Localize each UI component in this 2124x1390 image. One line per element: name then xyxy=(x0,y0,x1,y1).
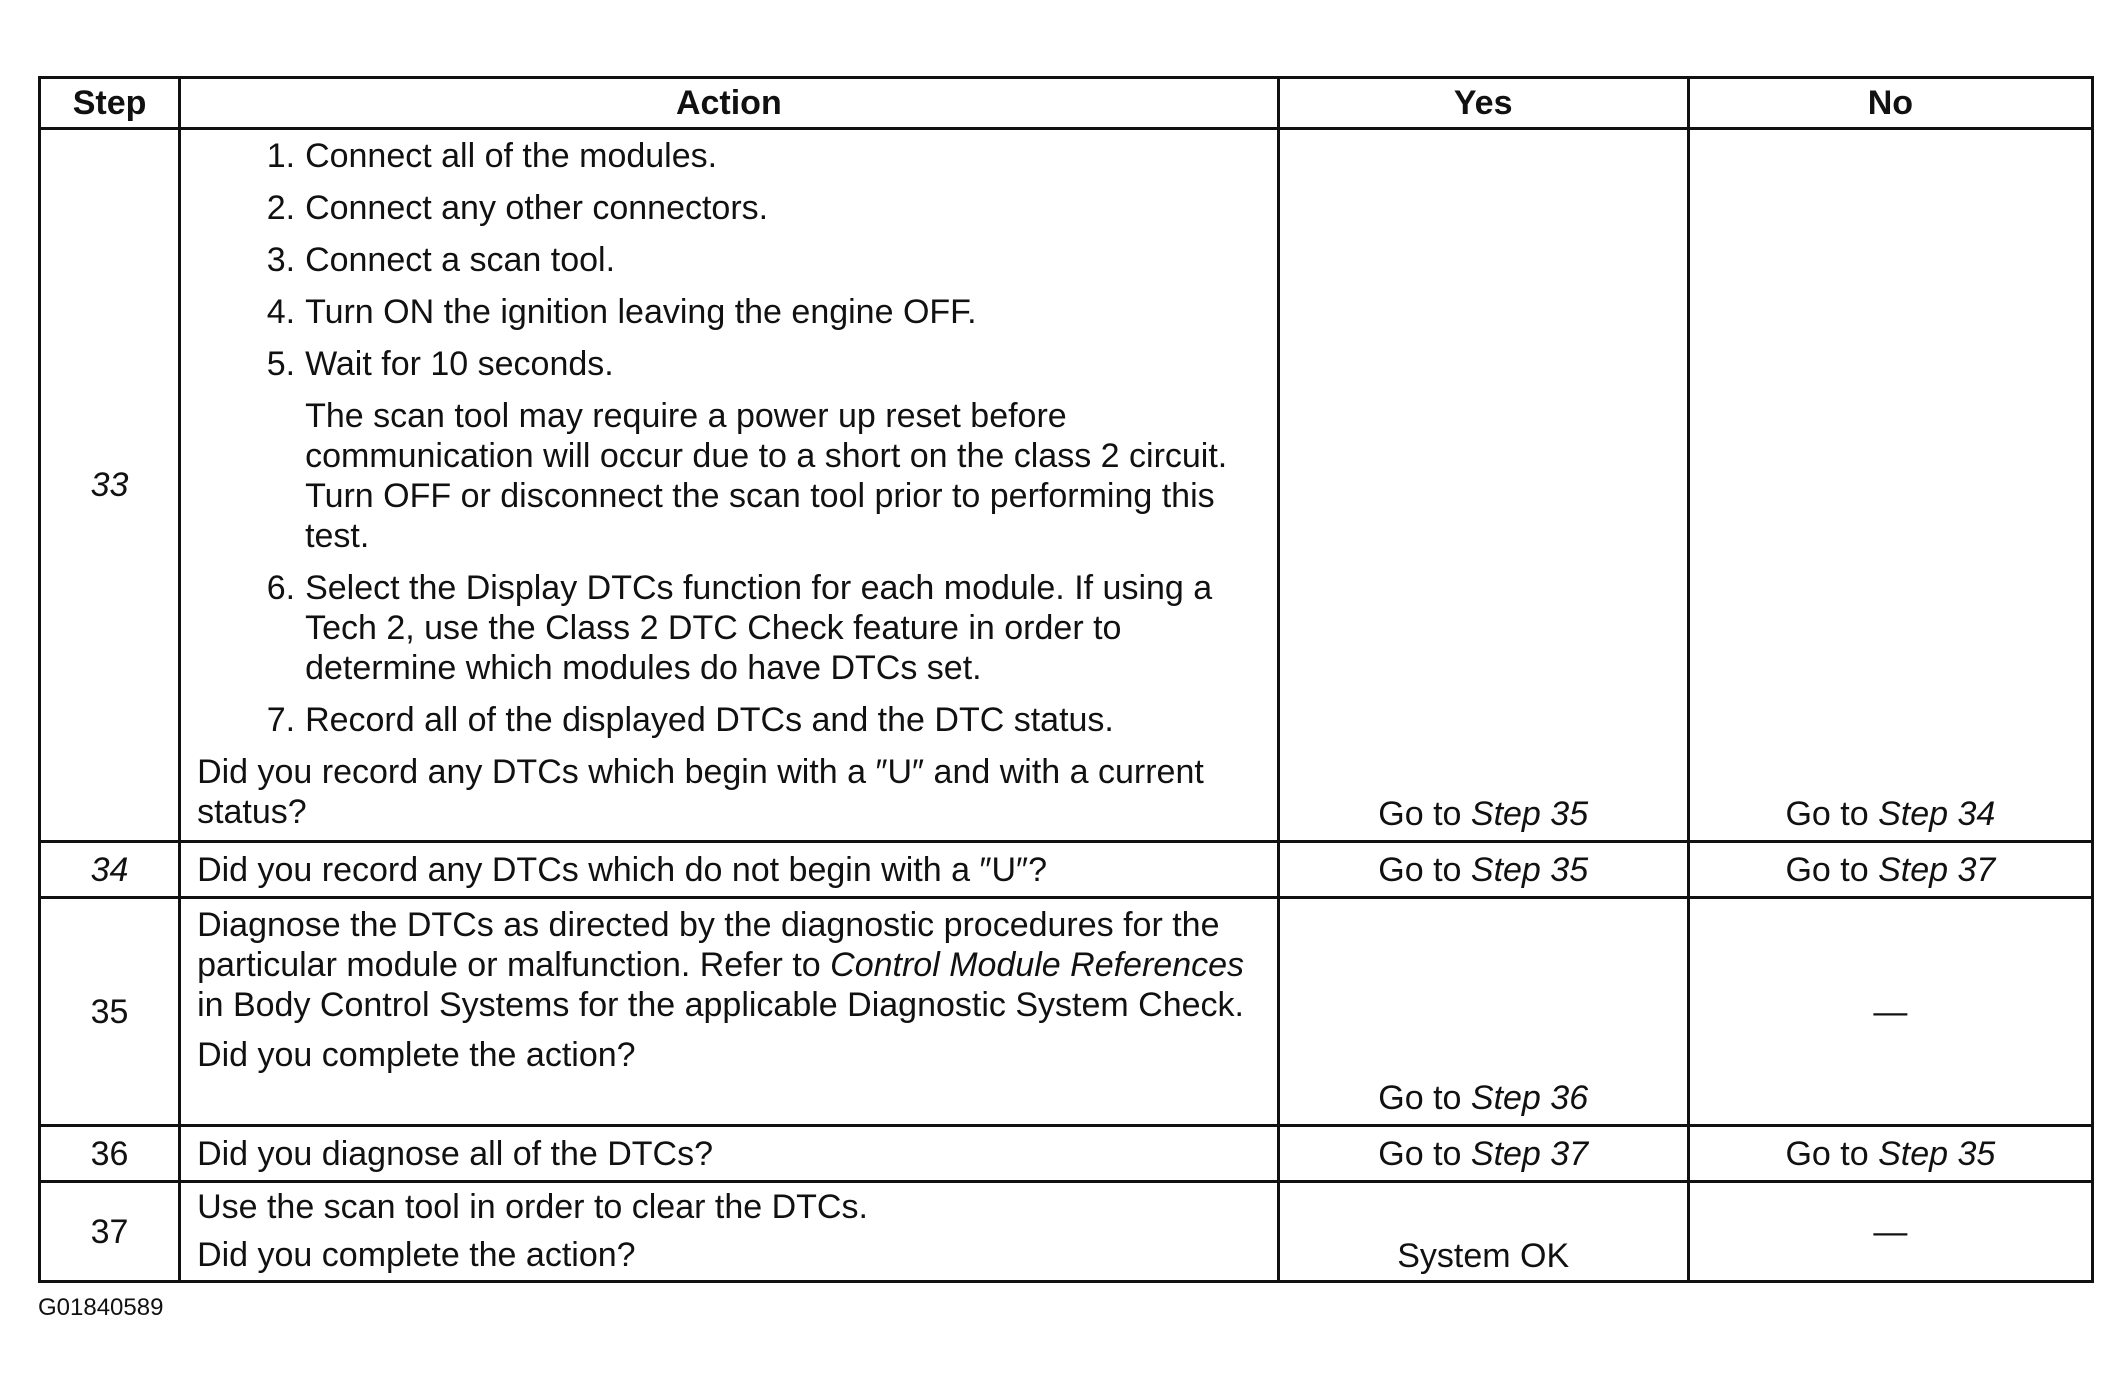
action-question: Did you complete the action? xyxy=(197,1036,636,1074)
action-cell xyxy=(180,1182,1279,1282)
yes-cell: System OK xyxy=(1278,1182,1688,1282)
header-yes: Yes xyxy=(1278,78,1688,129)
diagnostic-table xyxy=(38,76,2094,1283)
list-item xyxy=(261,568,1261,688)
list-item xyxy=(261,188,1261,228)
step-number: 36 xyxy=(40,1126,180,1182)
action-list xyxy=(197,136,1261,384)
table-row-step-36 xyxy=(40,1126,2093,1182)
action-paragraph xyxy=(197,905,1261,1025)
yes-step-ref: Step 37 xyxy=(1470,1134,1589,1173)
item-text: Turn ON the ignition leaving the engine OFF. xyxy=(305,293,977,331)
header-row xyxy=(40,78,2093,129)
no-prefix: Go to xyxy=(1785,795,1869,833)
paragraph-text-continued: in Body Control Systems for the applicable Diagnostic System Check. xyxy=(197,986,1244,1024)
action-question: Did you complete the action? xyxy=(197,1236,636,1274)
item-number: 4. xyxy=(266,293,296,331)
item-number: 3. xyxy=(266,241,296,279)
yes-step-ref: Step 35 xyxy=(1470,795,1589,833)
item-number: 5. xyxy=(266,345,296,383)
yes-cell xyxy=(1278,842,1688,898)
header-action: Action xyxy=(180,78,1279,129)
action-cell xyxy=(180,129,1279,842)
step-number: 37 xyxy=(40,1182,180,1282)
action-note: The scan tool may require a power up reset before communication will occur due to a short on the class 2 circuit. Turn OFF or disconnect the scan tool prior to performing this test. xyxy=(305,397,1228,555)
action-cell xyxy=(180,842,1279,898)
yes-prefix: Go to xyxy=(1378,850,1462,889)
paragraph-text: Diagnose the DTCs as directed by the diagnostic procedures for the particular module or malfunction. Refer to xyxy=(197,906,1220,984)
yes-step-ref: Step 36 xyxy=(1470,1079,1589,1117)
list-item xyxy=(261,136,1261,176)
yes-step-ref: Step 35 xyxy=(1470,850,1589,889)
step-number: 35 xyxy=(40,898,180,1126)
no-prefix: Go to xyxy=(1785,1134,1869,1173)
action-question: Did you diagnose all of the DTCs? xyxy=(197,1134,714,1173)
no-cell: — xyxy=(1688,898,2092,1126)
item-text: Connect all of the modules. xyxy=(305,137,718,175)
step-number: 34 xyxy=(40,842,180,898)
table-row-step-34 xyxy=(40,842,2093,898)
action-question: Did you record any DTCs which do not begin with a ″U″? xyxy=(197,850,1047,889)
item-number: 1. xyxy=(266,137,296,175)
step-number: 33 xyxy=(40,129,180,842)
table-row-step-33 xyxy=(40,129,2093,842)
item-number: 6. xyxy=(266,569,296,607)
item-number: 7. xyxy=(266,701,296,739)
item-text: Connect any other connectors. xyxy=(305,189,769,227)
no-step-ref: Step 37 xyxy=(1878,850,1996,889)
no-cell xyxy=(1688,129,2092,842)
list-item xyxy=(261,240,1261,280)
yes-prefix: Go to xyxy=(1378,1079,1462,1117)
header-no: No xyxy=(1688,78,2092,129)
list-item xyxy=(261,700,1261,740)
no-cell: — xyxy=(1688,1182,2092,1282)
action-question: Did you record any DTCs which begin with a ″U″ and with a current status? xyxy=(197,753,1204,831)
yes-cell xyxy=(1278,129,1688,842)
item-text: Connect a scan tool. xyxy=(305,241,616,279)
item-text: Record all of the displayed DTCs and the DTC status. xyxy=(305,701,1114,739)
action-cell xyxy=(180,1126,1279,1182)
item-text: Select the Display DTCs function for each module. If using a Tech 2, use the Class 2 DTC Check feature in order to determine which modules do have DTCs set. xyxy=(305,569,1213,687)
yes-prefix: Go to xyxy=(1378,1134,1462,1173)
no-cell xyxy=(1688,842,2092,898)
no-prefix: Go to xyxy=(1785,850,1869,889)
figure-id: G01840589 xyxy=(38,1294,164,1321)
action-cell xyxy=(180,898,1279,1126)
list-item xyxy=(261,344,1261,384)
table-row-step-37 xyxy=(40,1182,2093,1282)
table-row-step-35 xyxy=(40,898,2093,1126)
list-item xyxy=(261,292,1261,332)
no-step-ref: Step 35 xyxy=(1878,1134,1996,1173)
yes-cell xyxy=(1278,898,1688,1126)
action-list-continued xyxy=(197,568,1261,740)
reference-title: Control Module References xyxy=(830,946,1245,984)
item-text: Wait for 10 seconds. xyxy=(305,345,614,383)
no-step-ref: Step 34 xyxy=(1878,795,1996,833)
yes-cell xyxy=(1278,1126,1688,1182)
no-cell xyxy=(1688,1126,2092,1182)
header-step: Step xyxy=(40,78,180,129)
item-number: 2. xyxy=(266,189,296,227)
yes-prefix: Go to xyxy=(1378,795,1462,833)
action-paragraph: Use the scan tool in order to clear the DTCs. xyxy=(197,1188,868,1226)
